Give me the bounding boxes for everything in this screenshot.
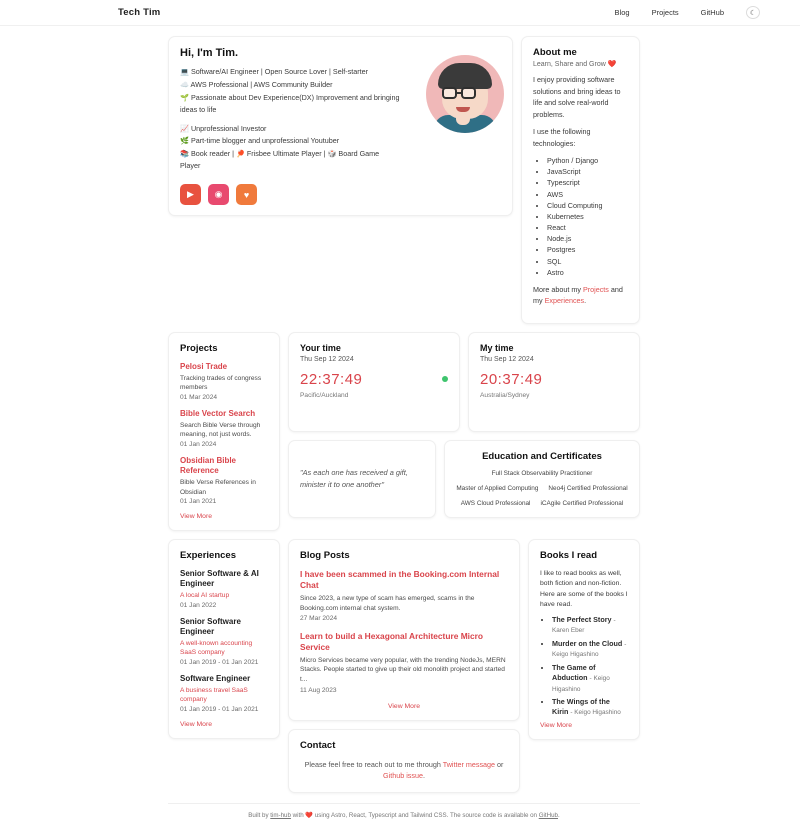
project-desc: Search Bible Verse through meaning, not just words. (180, 421, 261, 439)
blog-post-title[interactable]: I have been scammed in the Booking.com Internal Chat (300, 569, 500, 591)
list-item: • Python / Django (547, 155, 628, 166)
experience-company: A local AI startup (180, 592, 230, 600)
book-author: - Karen Eber (552, 616, 616, 635)
list-item: • Kubernetes (547, 211, 628, 222)
hero-card (168, 36, 513, 216)
book-name: The Perfect Story (552, 614, 612, 624)
list-item[interactable] (180, 569, 268, 609)
experience-role: Senior Software Engineer (180, 616, 241, 636)
site-header (0, 0, 800, 26)
nav-item-github[interactable]: GitHub (700, 8, 724, 17)
project-title[interactable]: Bible Vector Search (180, 408, 256, 418)
list-item: Full Stack Observability Practitioner (491, 469, 593, 477)
list-item: • Typescript (547, 177, 628, 188)
about-more-prefix: More about my (533, 284, 583, 294)
quote-card (288, 440, 436, 518)
list-item (552, 639, 628, 660)
projects-title: Projects (180, 342, 218, 354)
hero-bio (180, 66, 400, 172)
hero-line-1: 💻 Software/AI Engineer | Open Source Lover | Self-starter (180, 67, 369, 76)
list-item: • Cloud Computing (547, 200, 628, 211)
blog-title: Blog Posts (300, 550, 350, 562)
greeting-prefix: Hi, I'm (180, 47, 216, 59)
hero-line-3: 🌱 Passionate about Dev Experience(DX) Improvement and bringing ideas to life (180, 92, 400, 114)
certificates-title: Education and Certificates (482, 450, 602, 462)
contact-prefix: Please feel free to reach out to me through (304, 759, 443, 769)
my-time-zone: Australia/Sydney (480, 391, 530, 399)
book-author: - Keigo Higashino (552, 640, 627, 659)
contact-title: Contact (300, 739, 336, 751)
list-item[interactable] (300, 631, 508, 693)
experiences-title: Experiences (180, 550, 236, 562)
experience-role: Senior Software & AI Engineer (180, 569, 259, 589)
my-time-title: My time (480, 342, 514, 353)
projects-card (168, 332, 280, 531)
blog-post-date: 27 Mar 2024 (300, 615, 338, 623)
experience-role: Software Engineer (180, 673, 251, 683)
your-time-zone: Pacific/Auckland (300, 391, 349, 399)
blog-post-desc: Since 2023, a new type of scam has emerged, scams in the Booking.com internal chat system. (300, 594, 475, 612)
project-date: 01 Jan 2024 (180, 441, 217, 449)
experience-company: A well-known accounting SaaS company (180, 639, 253, 657)
quote-cert-row (288, 440, 640, 518)
list-item: • AWS (547, 189, 628, 200)
footer-github-link[interactable]: GitHub (538, 811, 558, 819)
online-indicator (442, 376, 448, 382)
list-item[interactable] (180, 674, 268, 713)
list-item: iCAgile Certified Professional (540, 499, 624, 507)
twitter-link[interactable]: Twitter message (442, 759, 496, 769)
books-view-more[interactable]: View More (540, 721, 572, 729)
instagram-icon[interactable]: ◉ (208, 184, 229, 205)
certificates-list (456, 470, 628, 507)
main-content (0, 26, 800, 819)
book-author: - Keigo Higashino (570, 709, 621, 717)
experiences-link[interactable]: Experiences (544, 296, 585, 306)
site-footer (168, 803, 640, 819)
social-links (180, 184, 501, 205)
your-time-title: Your time (300, 342, 341, 353)
list-item (552, 615, 628, 636)
list-item: AWS Cloud Professional (460, 499, 531, 507)
list-item[interactable] (300, 569, 508, 622)
about-card (521, 36, 640, 324)
your-time-date: Thu Sep 12 2024 (300, 355, 354, 363)
my-time-date: Thu Sep 12 2024 (480, 355, 534, 363)
about-title: About me (533, 47, 577, 58)
blog-card (288, 539, 520, 720)
clocks-and-quote-column (288, 332, 640, 531)
nav-item-projects[interactable]: Projects (651, 8, 679, 17)
about-more-suffix: . (584, 296, 587, 306)
blog-view-more[interactable]: View More (388, 702, 420, 710)
project-title[interactable]: Pelosi Trade (180, 361, 228, 371)
main-nav (615, 6, 760, 19)
bottom-row (168, 539, 640, 792)
about-paragraph: I enjoy providing software solutions and bring ideas to life and solve real-world problems. (533, 75, 621, 119)
footer-author-link[interactable]: tim-hub (270, 811, 291, 819)
contact-card (288, 729, 520, 793)
experience-date: 01 Jan 2019 - 01 Jan 2021 (180, 658, 259, 666)
quote-text: "As each one has received a gift, minister it to one another" (300, 468, 408, 489)
list-item (552, 697, 628, 718)
blog-post-title[interactable]: Learn to build a Hexagonal Architecture Micro Service (300, 631, 484, 652)
list-item: • React (547, 222, 628, 233)
about-more-mid: and my (533, 284, 623, 306)
experiences-card (168, 539, 280, 739)
technology-list (533, 155, 628, 278)
list-item[interactable] (180, 409, 268, 448)
list-item: Master of Applied Computing (456, 484, 539, 492)
projects-view-more[interactable]: View More (180, 513, 212, 521)
contact-mid: or (495, 759, 504, 769)
list-item (552, 663, 628, 694)
list-item[interactable] (180, 362, 268, 401)
project-date: 01 Mar 2024 (180, 393, 218, 401)
footer-suffix: . (557, 811, 560, 819)
book-name: The Wings of the Kirin (552, 696, 610, 717)
experiences-view-more[interactable]: View More (180, 720, 212, 728)
heart-icon[interactable]: ♥ (236, 184, 257, 205)
list-item: Neo4j Certified Professional (548, 484, 628, 492)
projects-link[interactable]: Projects (582, 284, 609, 294)
books-title: Books I read (540, 550, 598, 562)
list-item: • JavaScript (547, 166, 628, 177)
book-author: - Keigo Higashino (552, 675, 610, 693)
hero-line-4: 📈 Unprofessional Investor (180, 123, 267, 133)
hero-name: Tim. (215, 47, 239, 59)
contact-text (300, 759, 508, 782)
about-tech-intro: I use the following technologies: (533, 127, 591, 148)
books-list (540, 615, 628, 718)
hero-line-2: ☁️ AWS Professional | AWS Community Builder (180, 79, 333, 89)
book-name: The Game of Abduction (552, 662, 596, 683)
footer-using: using Astro, React, Typescript and Tailwind CSS. The source code is available on (313, 811, 539, 819)
list-item: • Node.js (547, 233, 628, 244)
your-time-value: 22:37:49 (300, 370, 363, 388)
list-item[interactable] (180, 617, 268, 666)
site-brand[interactable]: Tech Tim (118, 7, 161, 18)
footer-with: with (290, 811, 306, 819)
books-intro: I like to read books as well, both fiction and non-fiction. Here are some of the books I have read. (540, 570, 628, 608)
project-title[interactable]: Obsidian Bible Reference (180, 456, 237, 476)
avatar (426, 55, 504, 133)
hero-line-5: 🌿 Part-time blogger and unprofessional Youtuber (180, 136, 340, 146)
list-item: • SQL (547, 256, 628, 267)
experience-date: 01 Jan 2019 - 01 Jan 2021 (180, 705, 259, 713)
blog-contact-column (288, 539, 520, 792)
experience-date: 01 Jan 2022 (180, 601, 217, 609)
clocks-row (288, 332, 640, 432)
hero-line-6: 📚 Book reader | 🏓 Frisbee Ultimate Player | 🎲 Board Game Player (180, 149, 380, 171)
hero-about-row (168, 36, 640, 324)
list-item: • Postgres (547, 244, 628, 255)
nav-item-blog[interactable]: Blog (614, 8, 630, 17)
project-date: 01 Jan 2021 (180, 498, 217, 506)
certificates-card (444, 440, 640, 518)
about-more (533, 284, 628, 307)
books-card (528, 539, 640, 740)
my-time-card (468, 332, 640, 432)
footer-prefix: Built by (248, 811, 271, 819)
blog-post-desc: Micro Services became very popular, with the trending NodeJs, MERN Stacks. People started to give up their old monolith project and started t... (300, 656, 506, 683)
list-item[interactable] (180, 456, 268, 505)
project-desc: Bible Verse References in Obsidian (180, 479, 256, 496)
youtube-icon[interactable]: ▶ (180, 184, 201, 205)
about-subtitle: Learn, Share and Grow ❤️ (533, 61, 617, 68)
experience-company: A business travel SaaS company (180, 686, 248, 704)
projects-clocks-row (168, 332, 640, 531)
list-item: • Astro (547, 267, 628, 278)
moon-icon[interactable]: ☾ (746, 6, 760, 19)
project-desc: Tracking trades of congress members (180, 374, 262, 392)
contact-suffix: . (422, 771, 425, 781)
github-issue-link[interactable]: Github issue (383, 771, 423, 781)
book-name: Murder on the Cloud (552, 638, 623, 648)
my-time-value: 20:37:49 (480, 370, 543, 388)
your-time-card (288, 332, 460, 432)
heart-icon: ❤️ (305, 811, 314, 819)
blog-post-date: 11 Aug 2023 (300, 686, 337, 694)
